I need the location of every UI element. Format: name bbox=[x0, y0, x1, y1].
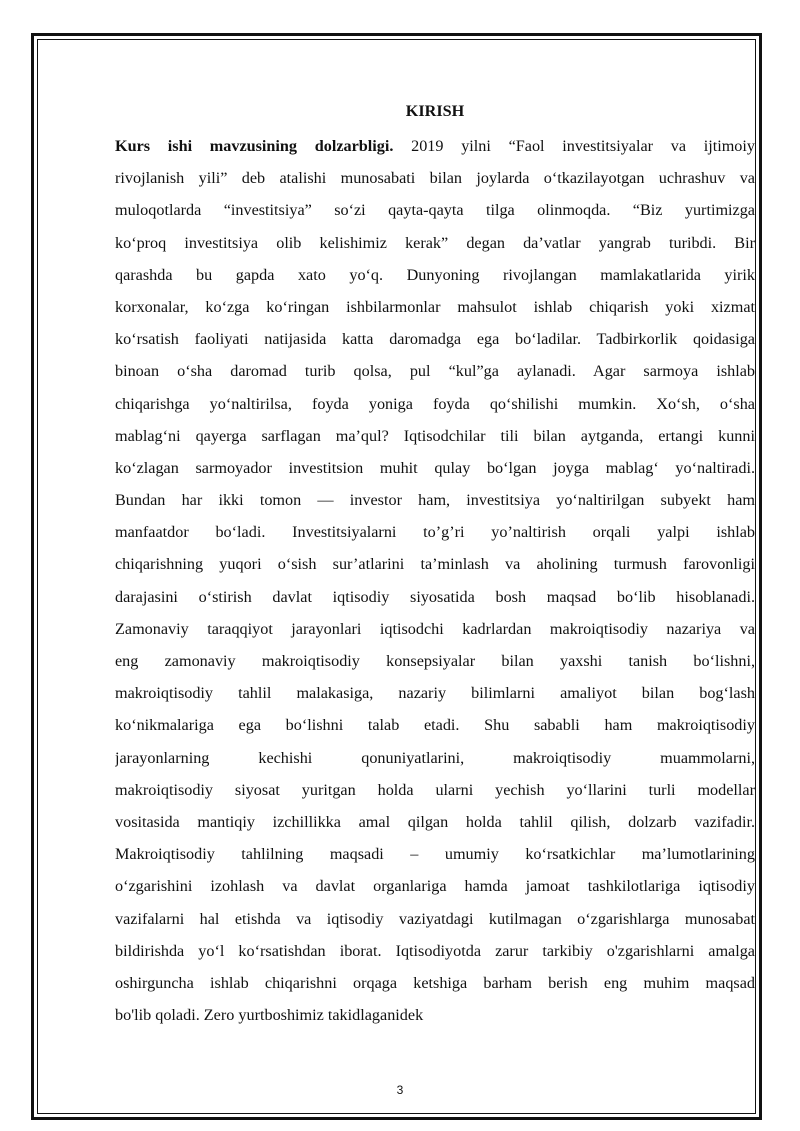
paragraph-line: vositasida mantiqiy izchillikka amal qilgan holda tahlil qilish, dolzarb vazifadir. bbox=[115, 812, 755, 831]
paragraph-line: oshirguncha ishlab chiqarishni orqaga ketshiga barham berish eng muhim maqsad bbox=[115, 973, 755, 992]
paragraph-line: manfaatdor bo‘ladi. Investitsiyalarni to’g’ri yo’naltirish orqali yalpi ishlab bbox=[115, 523, 755, 542]
paragraph-line: makroiqtisodiy siyosat yuritgan holda ularni yechish yo‘llarini turli modellar bbox=[115, 780, 755, 799]
paragraph-line: rivojlanish yili” deb atalishi munosabati bilan joylarda o‘tkazilayotgan uchrashuv va bbox=[115, 169, 755, 188]
paragraph-line: vazifalarni hal etishda va iqtisodiy vaziyatdagi kutilmagan o‘zgarishlarga munosabat bbox=[115, 909, 755, 928]
paragraph-line: o‘zgarishini izohlash va davlat organlariga hamda jamoat tashkilotlariga iqtisodiy bbox=[115, 877, 755, 896]
paragraph-line: eng zamonaviy makroiqtisodiy konsepsiyalar bilan yaxshi tanish bo‘lishni, bbox=[115, 652, 755, 670]
paragraph-line: muloqotlarda “investitsiya” so‘zi qayta-qayta tilga olinmoqda. “Biz yurtimizga bbox=[115, 201, 755, 220]
paragraph-line: bildirishda yo‘l ko‘rsatishdan iborat. Iqtisodiyotda zarur tarkibiy o'zgarishlarni amalga bbox=[115, 941, 755, 960]
paragraph-line: binoan o‘sha daromad turib qolsa, pul “kul”ga aylanadi. Agar sarmoya ishlab bbox=[115, 362, 755, 381]
paragraph-line: ko‘proq investitsiya olib kelishimiz kerak” degan da’vatlar yangrab turibdi. Bir bbox=[115, 233, 755, 252]
paragraph-line: ko‘rsatish faoliyati natijasida katta daromadga ega bo‘ladilar. Tadbirkorlik qoidasiga bbox=[115, 330, 755, 349]
body-content bbox=[115, 92, 755, 1031]
paragraph-line: chiqarishga yo‘naltirilsa, foyda yoniga foyda qo‘shilishi mumkin. Xo‘sh, o‘sha bbox=[115, 394, 755, 413]
line-text: 2019 yilni “Faol investitsiyalar va ijtimoiy bbox=[393, 137, 755, 155]
paragraph-line: korxonalar, ko‘zga ko‘ringan ishbilarmonlar mahsulot ishlab chiqarish yoki xizmat bbox=[115, 297, 755, 316]
paragraph-line: ko‘nikmalariga ega bo‘lishni talab etadi. Shu sababli ham makroiqtisodiy bbox=[115, 716, 755, 735]
paragraph-line: chiqarishning yuqori o‘sish sur’atlarini ta’minlash va aholining turmush farovonligi bbox=[115, 555, 755, 574]
paragraph-line bbox=[115, 130, 755, 162]
lead-bold-text: Kurs ishi mavzusining dolzarbligi. bbox=[115, 137, 394, 155]
paragraph-line: Makroiqtisodiy tahlilning maqsadi – umumiy ko‘rsatkichlar ma’lumotlarining bbox=[115, 845, 755, 864]
paragraph-line: Bundan har ikki tomon — investor ham, investitsiya yo‘naltirilgan subyekt ham bbox=[115, 491, 755, 510]
page-number: 3 bbox=[396, 1083, 404, 1097]
paragraph-line: qarashda bu gapda xato yo‘q. Dunyoning rivojlangan mamlakatlarida yirik bbox=[115, 265, 755, 284]
paragraph-line: darajasini o‘stirish davlat iqtisodiy siyosatida bosh maqsad bo‘lib hisoblanadi. bbox=[115, 587, 755, 606]
paragraph-line: ko‘zlagan sarmoyador investitsion muhit qulay bo‘lgan joyga mablag‘ yo‘naltiradi. bbox=[115, 458, 755, 477]
paragraph-line: makroiqtisodiy tahlil malakasiga, nazariy bilimlarni amaliyot bilan bog‘lash bbox=[115, 684, 755, 703]
paragraph-line: Zamonaviy taraqqiyot jarayonlari iqtisodchi kadrlardan makroiqtisodiy nazariya va bbox=[115, 619, 755, 638]
paragraph-line: mablag‘ni qayerga sarflagan ma’qul? Iqtisodchilar tili bilan aytganda, ertangi kunni bbox=[115, 426, 755, 445]
paragraph-line: jarayonlarning kechishi qonuniyatlarini, makroiqtisodiy muammolarni, bbox=[115, 748, 755, 767]
section-heading: KIRISH bbox=[405, 102, 465, 120]
paragraph-line-last: bo'lib qoladi. Zero yurtboshimiz takidlaganidek bbox=[115, 1006, 424, 1025]
